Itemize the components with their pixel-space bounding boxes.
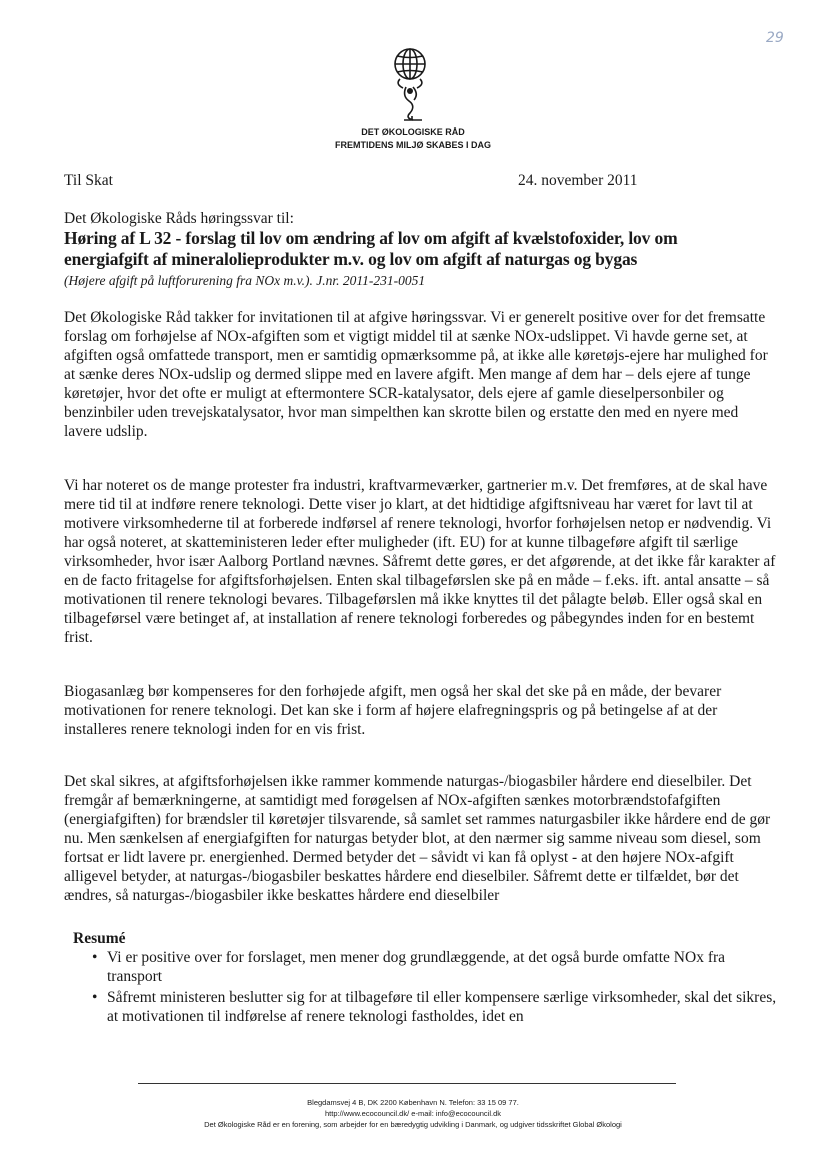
body-paragraph: Det Økologiske Råd takker for invitationen til at afgive høringssvar. Vi er generelt positive over for det fremsatte forslag om forhøjelse af NOx-afgiften som et vigtigt middel til at sænke NOx-udslippet. Vi havde gerne set, at afgiften også omfattede transport, men er samtidig opmærksomme på, at ikke alle køretøjs-ejere har mulighed for at sænke deres NOx-udslip og dermed slippe med en lavere afgift. Men mange af dem har – dels ejere af tunge køretøjer, hvor det ofte er muligt at eftermontere SCR-katalysator, dels ejere af gamle dieselpersonbiler og benzinbiler uden trevejskatalysator, hvor man simpelthen kan skrotte bilen og erstatte den med en nyere med lavere udslip. — [64, 309, 768, 440]
footer-address: Blegdamsvej 4 B, DK 2200 København N. Telefon: 33 15 09 77. — [307, 1098, 519, 1107]
footer-web-email: http://www.ecocouncil.dk/ e-mail: info@ecocouncil.dk — [324, 1109, 502, 1118]
handwritten-page-number: 29 — [766, 30, 784, 46]
resume-list — [64, 948, 780, 1028]
resume-bullet: • Vi er positive over for forslaget, men mener dog grundlæggende, at det også burde omfatte NOx fra transport — [64, 948, 780, 986]
resume-bullet: • Såfremt ministeren beslutter sig for at tilbageføre til eller kompensere særlige virksomheder, skal det sikres, at motivationen til indførelse af renere teknologi fastholdes, idet en — [64, 988, 780, 1026]
body-paragraph: Vi har noteret os de mange protester fra industri, kraftvarmeværker, gartnerier m.v. Det fremføres, at de skal have mere tid til at indføre renere teknologi. Dette viser jo klart, at det hidtidige afgiftsniveau har været for lavt til at motivere virksomhederne til at forberede indførsel af renere teknologi, hvorfor forhøjelsen netop er nødvendig. Vi har også noteret, at skatteministeren leder efter muligheder (ift. EU) for at kunne tilbageføre afgift til særlige virksomheder, hvor især Aalborg Portland nævnes. Såfremt dette gøres, er det afgørende, at det ikke får karakter af en de facto fritagelse for afgiftsforhøjelsen. Enten skal tilbageførslen ske på en måde – f.eks. ift. antal ansatte – så motivationen til renere teknologi bevares. Tilbageførslen må ikke knyttes til det pålagte beløb. Eller også skal en tilbageførsel være betinget af, at installation af renere teknologi forberedes og påbegyndes inden for en bestemt frist. — [64, 477, 776, 646]
body-paragraph: Det skal sikres, at afgiftsforhøjelsen ikke rammer kommende naturgas-/biogasbiler hårdere end dieselbiler. Det fremgår af bemærkningerne, at samtidigt med forøgelsen af NOx-afgiften sænkes motorbrændstofafgiften (energiafgiften) for brændsler til køretøjer tilsvarende, så samlet set rammes naturgasbiler ikke hårdere end de gør nu. Men sænkelsen af energiafgiften for naturgas betyder blot, at den nærmer sig samme niveau som diesel, som fortsat er lidt lavere pr. energienhed. Dermed betyder det – såvidt vi kan få oplyst - at den højere NOx-afgift alligevel betyder, at naturgas-/biogasbiler beskattes hårdere end dieselbiler. Såfremt dette er tilfældet, bør det ændres, så naturgas-/biogasbiler ikke beskattes hårdere end dieselbiler — [64, 773, 771, 904]
intro-line: Det Økologiske Råds høringssvar til: — [64, 210, 294, 227]
document-subtitle: (Højere afgift på luftforurening fra NOx m.v.). J.nr. 2011-231-0051 — [64, 273, 426, 288]
organization-tagline: FREMTIDENS MILJØ SKABES I DAG — [334, 140, 491, 150]
body-paragraph: Biogasanlæg bør kompenseres for den forhøjede afgift, men også her skal det ske på en måde, der bevarer motivationen for renere teknologi. Det kan ske i form af højere elafregningspris og på betingelse af at der installeres renere teknologi inden for en vis frist. — [64, 683, 722, 738]
resume-heading: Resumé — [73, 930, 126, 947]
globe-figure-logo-icon — [386, 46, 436, 124]
organization-name: DET ØKOLOGISKE RÅD — [361, 127, 465, 137]
footer-about: Det Økologiske Råd er en forening, som arbejder for en bæredygtig udvikling i Danmark, og udgiver tidsskriftet Global Økologi — [204, 1120, 622, 1129]
recipient: Til Skat — [64, 172, 113, 189]
footer-divider — [138, 1083, 676, 1084]
letter-date: 24. november 2011 — [518, 172, 638, 189]
document-title: Høring af L 32 - forslag til lov om ændring af lov om afgift af kvælstofoxider, lov om energiafgift af mineralolieprodukter m.v. og lov om afgift af naturgas og bygas — [64, 228, 678, 269]
